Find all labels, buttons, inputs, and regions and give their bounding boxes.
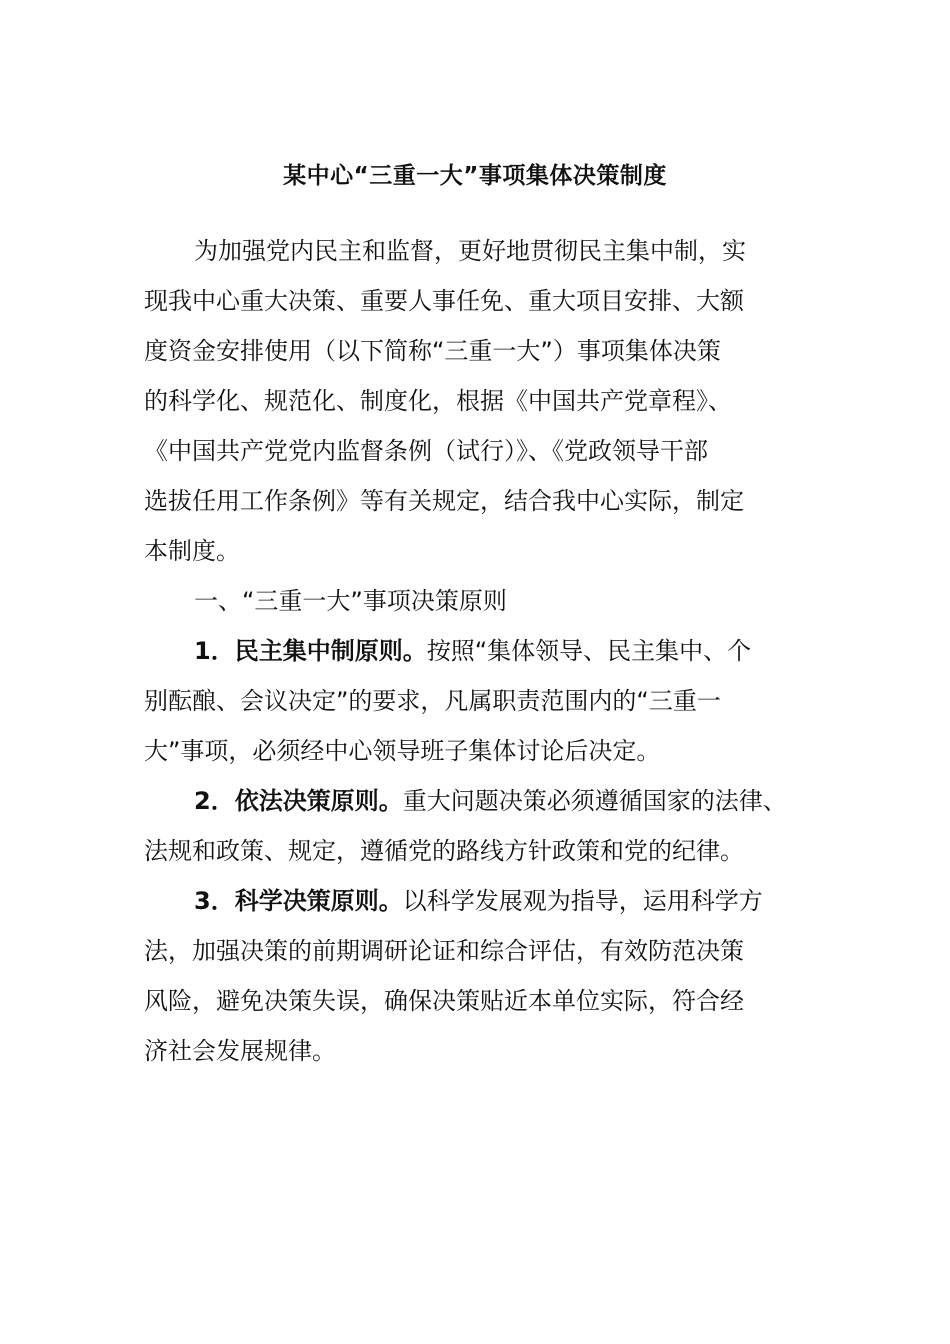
principle-1-line xyxy=(144,631,814,681)
principle-3-heading: 3．科学决策原则。 xyxy=(194,887,403,915)
principle-2-heading: 2．依法决策原则。 xyxy=(194,787,403,815)
intro-line: 为加强党内民主和监督，更好地贯彻民主集中制，实 xyxy=(194,237,746,265)
principle-3-line: 法，加强决策的前期调研论证和综合评估，有效防范决策 xyxy=(144,937,744,965)
principle-1-heading: 1．民主集中制原则。 xyxy=(194,637,427,665)
intro-line: 的科学化、规范化、制度化，根据《中国共产党章程》、 xyxy=(144,387,732,415)
intro-line: 本制度。 xyxy=(144,537,240,565)
intro-line: 现我中心重大决策、重要人事任免、重大项目安排、大额 xyxy=(144,287,744,315)
principle-1-text: 按照“集体领导、民主集中、个 xyxy=(426,637,752,665)
principle-1-line: 别酝酿、会议决定”的要求，凡属职责范围内的“三重一 xyxy=(144,687,721,715)
section-heading: 一、“三重一大”事项决策原则 xyxy=(194,587,507,615)
principle-2-text: 重大问题决策必须遵循国家的法律、 xyxy=(402,787,787,815)
principle-3-line xyxy=(144,881,814,931)
intro-line: 度资金安排使用（以下简称“三重一大”）事项集体决策 xyxy=(144,337,721,365)
intro-line: 《中国共产党党内监督条例（试行）》、《党政领导干部 xyxy=(144,437,708,465)
document-title: 某中心“三重一大”事项集体决策制度 xyxy=(283,163,667,189)
principle-3-text: 以科学发展观为指导，运用科学方 xyxy=(402,887,763,915)
document-body xyxy=(144,231,814,1081)
principle-3-line: 风险，避免决策失误，确保决策贴近本单位实际，符合经 xyxy=(144,987,744,1015)
principle-3-line: 济社会发展规律。 xyxy=(144,1037,336,1065)
principle-2-line xyxy=(144,781,814,831)
intro-line: 选拔任用工作条例》等有关规定，结合我中心实际，制定 xyxy=(144,487,744,515)
principle-1-line: 大”事项，必须经中心领导班子集体讨论后决定。 xyxy=(144,737,661,765)
principle-2-line: 法规和政策、规定，遵循党的路线方针政策和党的纪律。 xyxy=(144,837,744,865)
